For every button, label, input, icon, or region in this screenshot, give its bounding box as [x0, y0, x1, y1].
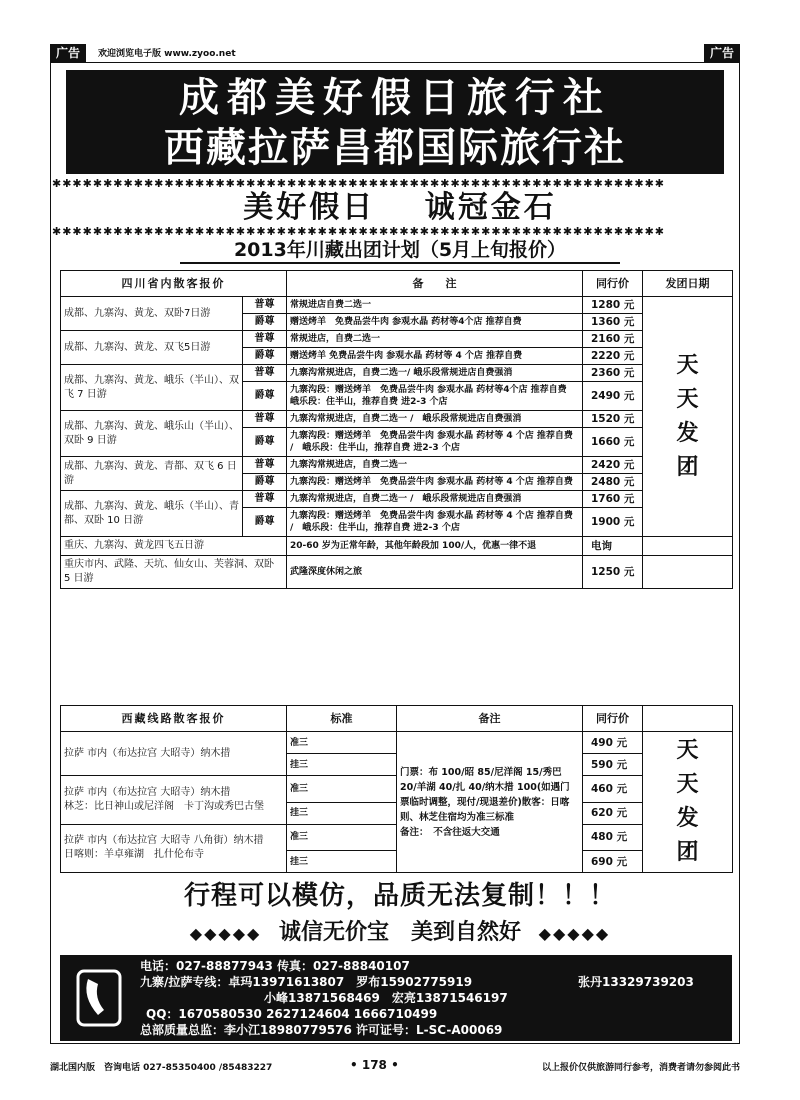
tibet-section-header: 西藏线路散客报价 — [61, 706, 287, 732]
table-row — [61, 331, 733, 348]
daily-char: 天 — [676, 772, 699, 797]
price-value: 690 元 — [583, 851, 643, 873]
route-note: 九寨沟段：赠送烤羊 免费品尝牛肉 参观水晶 药材等 4 个店 推荐自费 — [287, 474, 583, 491]
route-note: 20-60 岁为正常年龄，其他年龄段加 100/人，优惠一律不退 — [287, 537, 583, 556]
agency-name-1: 成都美好假日旅行社 — [179, 74, 611, 121]
sichuan-price-table — [60, 270, 733, 589]
service-level: 普尊 — [243, 297, 287, 314]
contact-line-hotline-extra: 张丹13329739203 — [578, 975, 694, 989]
table-row — [61, 556, 733, 589]
slogan-right: 诚冠金石 — [424, 190, 557, 225]
table-row — [61, 537, 733, 556]
tibet-header-row — [61, 706, 733, 732]
price-value: 2490 元 — [583, 382, 643, 411]
price-value: 电询 — [583, 537, 643, 556]
standard-value: 挂三 — [287, 802, 397, 824]
route-name: 成都、九寨沟、黄龙、峨乐山（半山）、双卧 9 日游 — [61, 411, 243, 457]
empty-cell — [643, 556, 733, 589]
standard-value: 准三 — [287, 732, 397, 754]
daily-char: 团 — [676, 840, 699, 865]
route-note: 九寨沟段：赠送烤羊 免费品尝牛肉 参观水晶 药材等4个店 推荐自费 峨乐段：住半山，推荐自费 进2-3 个店 — [287, 382, 583, 411]
contact-qq: QQ：1670580530 2627124604 1666710499 — [146, 1007, 438, 1021]
table-row — [61, 297, 733, 314]
standard-value: 挂三 — [287, 851, 397, 873]
tibet-price-table — [60, 705, 733, 873]
ad-tag-right: 广告 — [704, 44, 740, 62]
route-name: 拉萨 市内（布达拉宫 大昭寺 八角街）纳木措 日喀则：羊卓雍湖 扎什伦布寺 — [61, 824, 287, 873]
contact-license: 总部质量总监：李小江18980779576 许可证号：L-SC-A00069 — [140, 1023, 503, 1037]
telephone-icon — [74, 967, 124, 1029]
agency-name-2: 西藏拉萨昌都国际旅行社 — [164, 124, 626, 171]
route-name: 拉萨 市内（布达拉宫 大昭寺）纳木措 — [61, 732, 287, 776]
price-value: 1660 元 — [583, 428, 643, 457]
daily-char: 团 — [676, 454, 699, 480]
price-value: 1280 元 — [583, 297, 643, 314]
footer-right: 以上报价仅供旅游同行参考，消费者请勿参阅此书 — [541, 1063, 740, 1073]
agency-banner — [66, 70, 724, 174]
price-value: 2360 元 — [583, 365, 643, 382]
daily-departure — [643, 732, 733, 873]
empty-header — [643, 706, 733, 732]
tibet-notes: 门票：布 100/昭 85/尼洋阁 15/秀巴 20/羊湖 40/扎 40/纳木措 100(如遇门票临时调整，现付/现退差价)散客：日喀则、林芝住宿均为准三标准 备注： 不含往返大交通 — [397, 732, 583, 873]
route-note: 九寨沟段：赠送烤羊 免费品尝牛肉 参观水晶 药材等 4 个店 推荐自费 / 峨乐段：住半山，推荐自费 进2-3 个店 — [287, 508, 583, 537]
route-note: 九寨沟常规进店，自费二选一 / 峨乐段常规进店自费强消 — [287, 411, 583, 428]
daily-departure — [643, 297, 733, 537]
page-number: • 178 • — [350, 1058, 399, 1072]
service-level: 爵尊 — [243, 428, 287, 457]
footer-left: 湖北国内版 咨询电话 027-85350400 /85483227 — [50, 1063, 273, 1073]
daily-char: 发 — [676, 806, 699, 831]
standard-header: 标准 — [287, 706, 397, 732]
route-name: 成都、九寨沟、黄龙、双卧7日游 — [61, 297, 243, 331]
price-header: 同行价 — [583, 271, 643, 297]
contact-panel — [60, 955, 732, 1041]
route-note: 九寨沟常规进店，自费二选一/ 峨乐段常规进店自费强消 — [287, 365, 583, 382]
sichuan-section-header: 四川省内散客报价 — [61, 271, 287, 297]
price-value: 2160 元 — [583, 331, 643, 348]
route-note: 赠送烤羊 免费品尝牛肉 参观水晶 药材等4个店 推荐自费 — [287, 314, 583, 331]
date-header: 发团日期 — [643, 271, 733, 297]
service-level: 爵尊 — [243, 314, 287, 331]
service-level: 爵尊 — [243, 348, 287, 365]
route-name: 重庆市内、武隆、天坑、仙女山、芙蓉洞、双卧 5 日游 — [61, 556, 287, 589]
motto-secondary-text: 诚信无价宝 美到自然好 — [278, 920, 521, 945]
page-footer — [50, 1058, 740, 1074]
motto: 行程可以模仿，品质无法复制！！！ — [183, 881, 616, 911]
price-value: 490 元 — [583, 732, 643, 754]
price-header: 同行价 — [583, 706, 643, 732]
contact-line-more: 小峰13871568469 宏亮13871546197 — [264, 991, 508, 1005]
price-value: 2420 元 — [583, 457, 643, 474]
price-value: 1900 元 — [583, 508, 643, 537]
service-level: 爵尊 — [243, 508, 287, 537]
ad-tag-left: 广告 — [50, 44, 86, 62]
daily-char: 天 — [676, 386, 699, 412]
plan-title: 2013年川藏出团计划（5月上旬报价） — [233, 239, 567, 261]
route-name: 重庆、九寨沟、黄龙四飞五日游 — [61, 537, 287, 556]
route-note: 常规进店，自费二选一 — [287, 331, 583, 348]
price-value: 480 元 — [583, 824, 643, 851]
standard-value: 挂三 — [287, 754, 397, 776]
notes-header: 备注 — [397, 706, 583, 732]
daily-char: 发 — [676, 420, 699, 446]
price-value: 2480 元 — [583, 474, 643, 491]
service-level: 普尊 — [243, 457, 287, 474]
price-value: 1520 元 — [583, 411, 643, 428]
service-level: 普尊 — [243, 491, 287, 508]
notes-header: 备 注 — [287, 271, 583, 297]
daily-char: 天 — [676, 352, 699, 378]
daily-char: 天 — [676, 738, 699, 763]
price-value: 1760 元 — [583, 491, 643, 508]
contact-line-hotline: 九寨/拉萨专线：卓玛13971613807 罗布15902775919 — [140, 975, 473, 989]
slogan-left: 美好假日 — [243, 190, 376, 225]
diamonds-left: ◆◆◆◆◆ — [189, 924, 262, 943]
welcome-text: 欢迎浏览电子版 www.zyoo.net — [98, 49, 236, 59]
price-value: 590 元 — [583, 754, 643, 776]
price-value: 460 元 — [583, 776, 643, 803]
route-name: 拉萨 市内（布达拉宫 大昭寺）纳木措 林芝：比日神山或尼洋阁 卡丁沟或秀巴古堡 — [61, 776, 287, 825]
plan-title-underline — [180, 262, 620, 264]
table-row — [61, 457, 733, 474]
contact-phone-fax: 电话：027-88877943 传真：027-88840107 — [140, 959, 410, 973]
standard-value: 准三 — [287, 776, 397, 803]
service-level: 爵尊 — [243, 382, 287, 411]
route-note: 九寨沟常规进店，自费二选一 — [287, 457, 583, 474]
price-value: 1250 元 — [583, 556, 643, 589]
top-bar — [50, 44, 740, 60]
price-value: 2220 元 — [583, 348, 643, 365]
motto-secondary — [0, 918, 800, 949]
price-value: 620 元 — [583, 802, 643, 824]
table-row — [61, 491, 733, 508]
table-row — [61, 411, 733, 428]
table-row — [61, 365, 733, 382]
service-level: 普尊 — [243, 331, 287, 348]
diamonds-right: ◆◆◆◆◆ — [538, 924, 611, 943]
route-name: 成都、九寨沟、黄龙、青都、双飞 6 日游 — [61, 457, 243, 491]
service-level: 普尊 — [243, 411, 287, 428]
star-divider-top: ✱✱✱✱✱✱✱✱✱✱✱✱✱✱✱✱✱✱✱✱✱✱✱✱✱✱✱✱✱✱✱✱✱✱✱✱✱✱✱✱✱✱✱✱✱✱✱✱✱✱✱✱✱✱✱✱✱✱✱✱ — [52, 178, 666, 190]
service-level: 普尊 — [243, 365, 287, 382]
empty-cell — [643, 537, 733, 556]
service-level: 爵尊 — [243, 474, 287, 491]
star-divider-bottom: ✱✱✱✱✱✱✱✱✱✱✱✱✱✱✱✱✱✱✱✱✱✱✱✱✱✱✱✱✱✱✱✱✱✱✱✱✱✱✱✱✱✱✱✱✱✱✱✱✱✱✱✱✱✱✱✱✱✱✱✱ — [52, 226, 666, 238]
route-note: 九寨沟常规进店，自费二选一 / 峨乐段常规进店自费强消 — [287, 491, 583, 508]
slogan — [0, 190, 800, 226]
price-value: 1360 元 — [583, 314, 643, 331]
route-note: 九寨沟段：赠送烤羊 免费品尝牛肉 参观水晶 药材等 4 个店 推荐自费 / 峨乐段：住半山，推荐自费 进2-3 个店 — [287, 428, 583, 457]
standard-value: 准三 — [287, 824, 397, 851]
route-name: 成都、九寨沟、黄龙、峨乐（半山）、双飞 7 日游 — [61, 365, 243, 411]
route-name: 成都、九寨沟、黄龙、双飞5日游 — [61, 331, 243, 365]
route-note: 赠送烤羊 免费品尝牛肉 参观水晶 药材等 4 个店 推荐自费 — [287, 348, 583, 365]
route-name: 成都、九寨沟、黄龙、峨乐（半山）、青都、双卧 10 日游 — [61, 491, 243, 537]
sichuan-header-row — [61, 271, 733, 297]
route-note: 武隆深度休闲之旅 — [287, 556, 583, 589]
table-row — [61, 732, 733, 754]
route-note: 常规进店自费二选一 — [287, 297, 583, 314]
